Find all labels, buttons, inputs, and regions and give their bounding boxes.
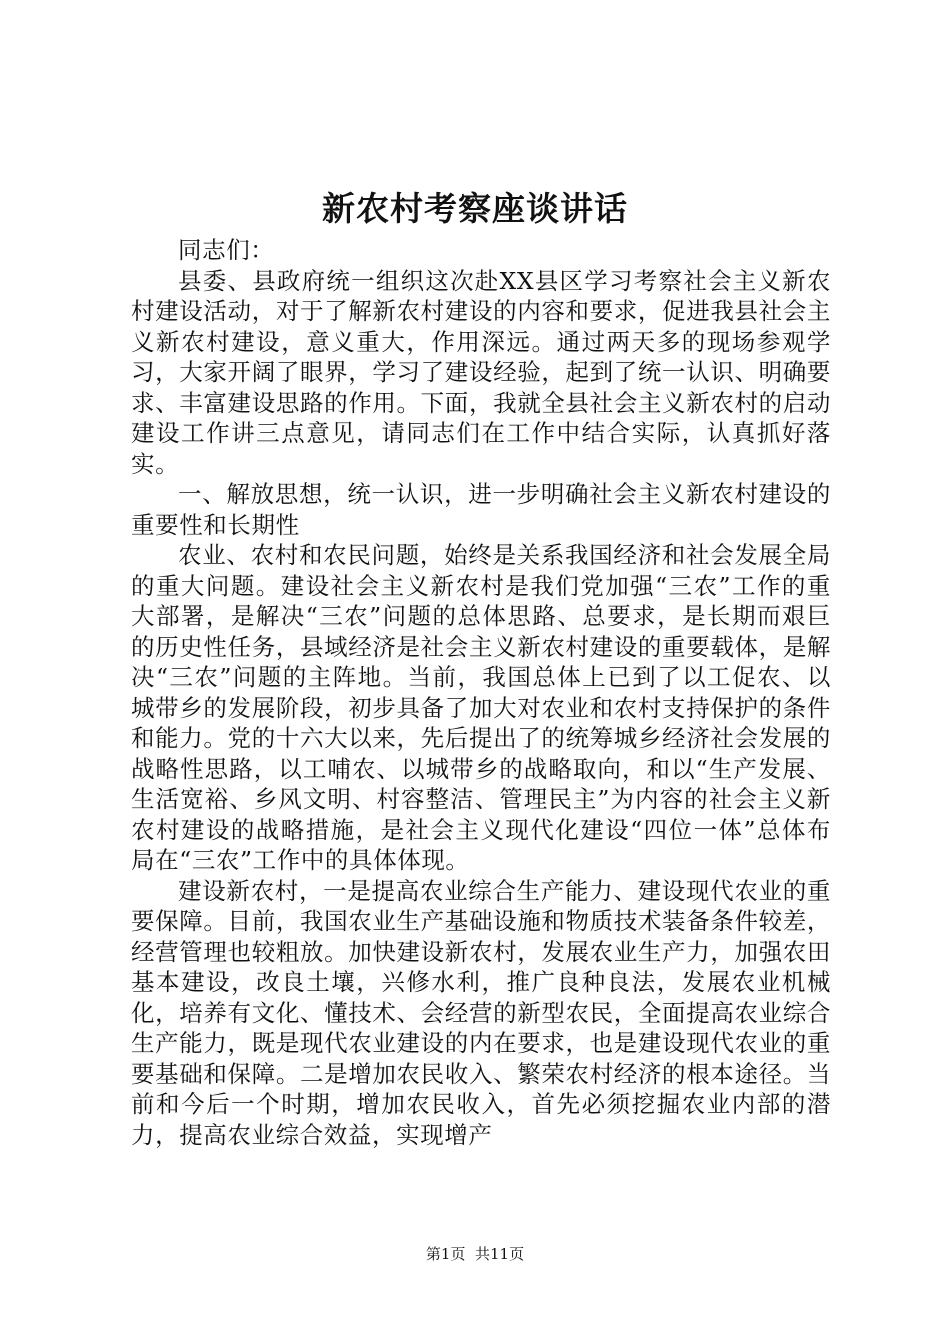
section-heading-1: 一、解放思想，统一认识，进一步明确社会主义新农村建设的重要性和长期性 <box>131 480 831 539</box>
greeting-paragraph: 同志们： <box>178 236 275 264</box>
intro-paragraph: 县委、县政府统一组织这次赴XX县区学习考察社会主义新农村建设活动，对于了解新农村建设的内容和要求，促进我县社会主义新农村建设，意义重大，作用深远。通过两天多的现场参观学习，大家开阔了眼界，学习了建设经验，起到了统一认识、明确要求、丰富建设思路的作用。下面，我就全县社会主义新农村的启动建设工作讲三点意见，请同志们在工作中结合实际，认真抓好落实。 <box>131 266 831 478</box>
body-paragraph: 建设新农村，一是提高农业综合生产能力、建设现代农业的重要保障。目前，我国农业生产基础设施和物质技术装备条件较差，经营管理也较粗放。加快建设新农村，发展农业生产力，加强农田基本建设，改良土壤，兴修水利，推广良种良法，发展农业机械化，培养有文化、懂技术、会经营的新型农民，全面提高农业综合生产能力，既是现代农业建设的内在要求，也是建设现代农业的重要基础和保障。二是增加农民收入、繁荣农村经济的根本途径。当前和今后一个时期，增加农民收入，首先必须挖掘农业内部的潜力，提高农业综合效益，实现增产 <box>131 876 831 1149</box>
page-number-label: 第1页 共11页 <box>425 1245 525 1263</box>
body-paragraph: 农业、农村和农民问题，始终是关系我国经济和社会发展全局的重大问题。建设社会主义新农村是我们党加强“三农”工作的重大部署，是解决“三农”问题的总体思路、总要求，是长期而艰巨的历史性任务，县域经济是社会主义新农村建设的重要载体，是解决“三农”问题的主阵地。当前，我国总体上已到了以工促农、以城带乡的发展阶段，初步具备了加大对农业和农村支持保护的条件和能力。党的十六大以来，先后提出了的统筹城乡经济社会发展的战略性思路，以工哺农、以城带乡的战略取向，和以“生产发展、生活宽裕、乡风文明、村容整洁、管理民主”为内容的社会主义新农村建设的战略措施，是社会主义现代化建设“四位一体”总体布局在“三农”工作中的具体体现。 <box>131 541 831 874</box>
page-footer <box>0 1243 950 1265</box>
document-title: 新农村考察座谈讲话 <box>322 189 628 228</box>
document-body <box>131 235 831 1150</box>
